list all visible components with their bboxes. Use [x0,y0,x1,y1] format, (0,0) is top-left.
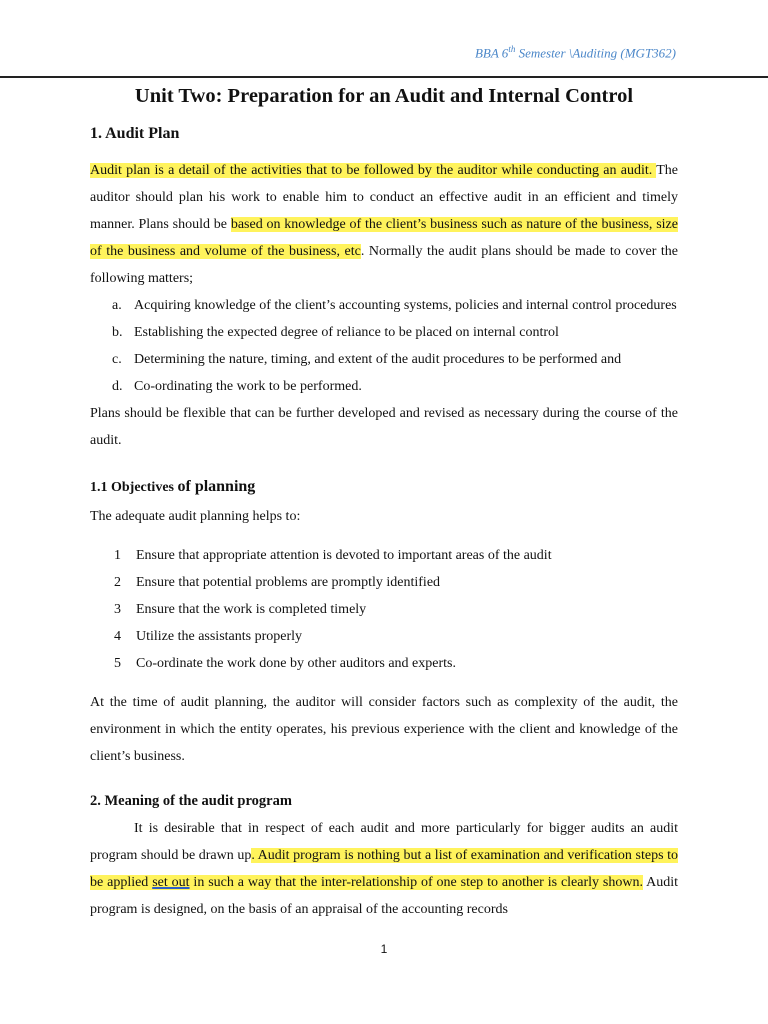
list-item-text: Ensure that potential problems are promptly identified [136,575,441,590]
list-item [90,346,678,373]
highlight-definition: Audit plan is a detail of the activities that to be followed by the auditor while conducting an audit. [90,163,657,178]
list-item [90,569,678,596]
heading-part: of planning [177,478,256,495]
list-marker: 5 [114,656,121,671]
page-number: 1 [380,942,388,956]
list-item-text: Determining the nature, timing, and extent of the audit procedures to be performed and [134,352,622,367]
list-marker: d. [112,379,123,394]
list-item-text: Utilize the assistants properly [136,629,303,644]
audit-plan-paragraph [90,157,678,292]
page-title: Unit Two: Preparation for an Audit and Internal Control [134,85,634,107]
list-marker: a. [112,298,122,313]
highlight-audit-program: . Audit program is nothing but a list of examination and verification steps to be applied [90,848,678,890]
audit-plan-matters-list [90,292,678,400]
list-item-text: Co-ordinate the work done by other auditors and experts. [136,656,456,671]
section-heading-audit-program: 2. Meaning of the audit program [90,793,292,809]
running-header [475,44,676,61]
highlight-audit-program: in such a way that the inter-relationship of one step to another is clearly shown. [189,875,643,890]
text-run: . Normally the audit plans should be made to cover the following matters; [90,244,679,286]
list-marker: 1 [114,548,121,563]
list-marker: 3 [114,602,121,617]
list-marker: 2 [114,575,121,590]
objectives-intro: The adequate audit planning helps to: [90,509,301,524]
text-run: Audit program is designed, on the basis of an appraisal of the accounting records [90,875,678,917]
header-sup: th [508,44,516,54]
list-marker: b. [112,325,123,340]
list-item-text: Acquiring knowledge of the client’s accounting systems, policies and internal control procedures [134,298,677,313]
list-marker: c. [112,352,122,367]
flexibility-paragraph: Plans should be flexible that can be further developed and revised as necessary during the course of the audit. [90,406,678,448]
header-course-rest: Semester \Auditing (MGT362) [515,45,676,61]
planning-factors-paragraph: At the time of audit planning, the auditor will consider factors such as complexity of the audit, the environment in which the entity operates, his previous experience with the client and knowledge of the client’s business. [90,695,678,764]
list-marker: 4 [114,629,121,644]
list-item [90,623,678,650]
text-run: The auditor should plan his work to enable him to conduct an effective audit in an efficient and timely manner. Plans should be [90,163,678,232]
objectives-list [90,542,678,677]
list-item [90,319,678,346]
header-course: BBA 6 [474,45,509,61]
list-item [90,542,678,569]
text-run: It is desirable that in respect of each audit and more particularly for bigger audits an audit program should be drawn up [90,821,678,863]
underlined-phrase: set out [152,875,190,890]
list-item-text: Co-ordinating the work to be performed. [134,379,362,394]
list-item-text: Ensure that appropriate attention is devoted to important areas of the audit [136,548,552,563]
list-item-text: Establishing the expected degree of reliance to be placed on internal control [134,325,559,340]
list-item [90,650,678,677]
list-item [90,373,678,400]
section-heading-audit-plan: 1. Audit Plan [90,125,180,142]
highlight-knowledge: based on knowledge of the client’s business such as nature of the business, size of the business and volume of the business, etc [90,217,678,259]
document-body [90,78,678,923]
list-item [90,596,678,623]
section-heading-objectives [90,473,678,502]
heading-part: 1.1 Objectives [90,480,178,495]
list-item-text: Ensure that the work is completed timely [136,602,367,617]
audit-program-paragraph [90,815,678,923]
list-item [90,292,678,319]
